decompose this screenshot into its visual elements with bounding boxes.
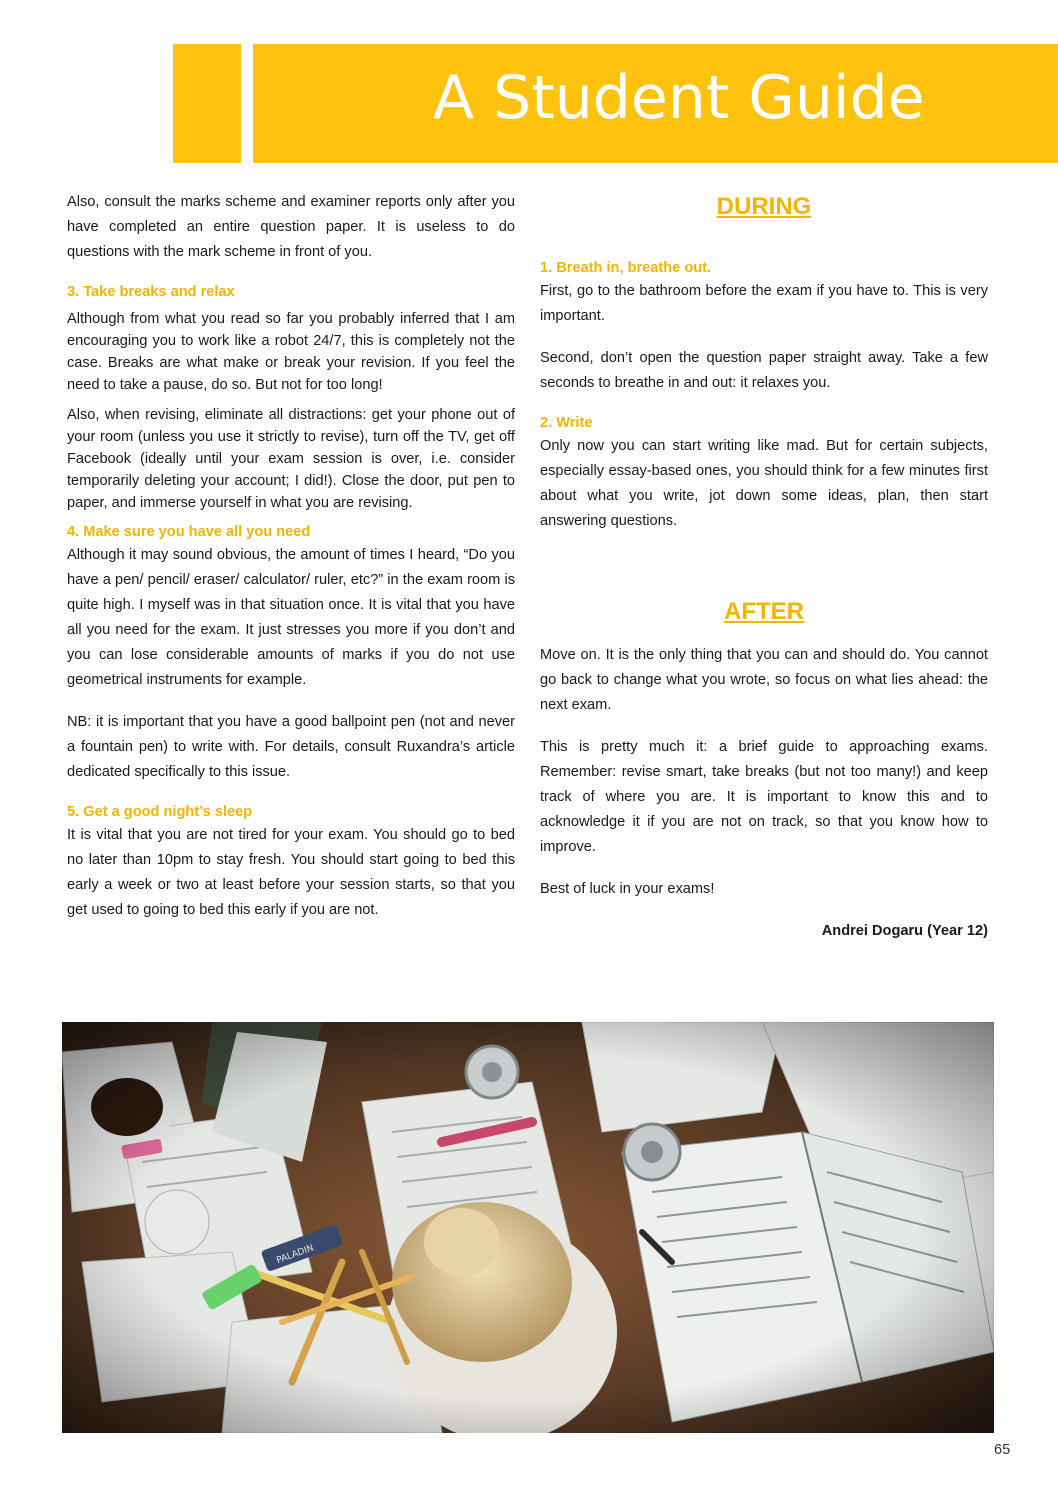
author-signature: Andrei Dogaru (Year 12) (821, 923, 988, 939)
section-3-paragraph-2: Also, when revising, eliminate all distractions: get your phone out of your room (unless you use it strictly to revise), turn off the TV, get off Facebook (ideally until your exam session is over, i.e. consider temporarily deleting your account; I did!). Close the door, put pen to paper, and immerse yourself in what you are revising. (67, 407, 515, 511)
cluttered-desk-photo (62, 1022, 994, 1433)
during-step-2-paragraph: Only now you can start writing like mad. But for certain subjects, especially essay-based ones, you should think for a few minutes first about what you write, jot down some ideas, plan, then start answering questions. (540, 438, 988, 529)
section-3-paragraph-1: Although from what you read so far you probably inferred that I am encouraging you to work like a robot 24/7, this is completely not the case. Breaks are what make or break your revision. If you feel the need to take a pause, do so. But not for too long! (67, 311, 515, 393)
banner-accent-block (173, 44, 241, 163)
after-paragraph-1: Move on. It is the only thing that you can and should do. You cannot go back to change what you wrote, so focus on what lies ahead: the next exam. (540, 647, 988, 713)
during-step-1-paragraph-2: Second, don’t open the question paper straight away. Take a few seconds to breathe in and out: it relaxes you. (540, 350, 988, 391)
section-3-heading: 3. Take breaks and relax (67, 284, 235, 300)
after-title: AFTER (724, 598, 804, 625)
left-column (67, 190, 515, 923)
during-step-2-heading: 2. Write (540, 415, 593, 431)
page-number: 65 (994, 1442, 1011, 1458)
section-4-paragraph-1: Although it may sound obvious, the amount of times I heard, “Do you have a pen/ pencil/ eraser/ calculator/ ruler, etc?” in the exam room is quite high. I myself was in that situation once. It is vital that you have all you need for the exam. It just stresses you more if you don’t and you can lose considerable amounts of marks if you do not use geometrical instruments for example. (67, 547, 515, 688)
section-4-heading: 4. Make sure you have all you need (67, 524, 311, 540)
intro-paragraph: Also, consult the marks scheme and examiner reports only after you have completed an entire question paper. It is useless to do questions with the mark scheme in front of you. (67, 194, 515, 260)
section-5-paragraph: It is vital that you are not tired for your exam. You should go to bed no later than 10pm to stay fresh. You should start going to bed this early a week or two at least before your session starts, so that you get used to going to bed this early if you are not. (67, 827, 515, 918)
during-step-1-paragraph-1: First, go to the bathroom before the exam if you have to. This is very important. (540, 283, 988, 324)
during-title: DURING (716, 193, 812, 220)
header-banner (253, 44, 1058, 163)
after-paragraph-3: Best of luck in your exams! (540, 881, 715, 897)
after-paragraph-2: This is pretty much it: a brief guide to approaching exams. Remember: revise smart, take breaks (but not too many!) and keep track of where you are. It is important to know this and to acknowledge it if you are not on track, so that you know how to improve. (540, 739, 988, 855)
section-5-heading: 5. Get a good night’s sleep (67, 804, 253, 820)
section-4-paragraph-2: NB: it is important that you have a good ballpoint pen (not and never a fountain pen) to write with. For details, consult Ruxandra’s article dedicated specifically to this issue. (67, 714, 515, 780)
right-column (540, 190, 988, 944)
during-step-1-heading: 1. Breath in, breathe out. (540, 260, 712, 276)
page-title: A Student Guide (433, 63, 925, 133)
